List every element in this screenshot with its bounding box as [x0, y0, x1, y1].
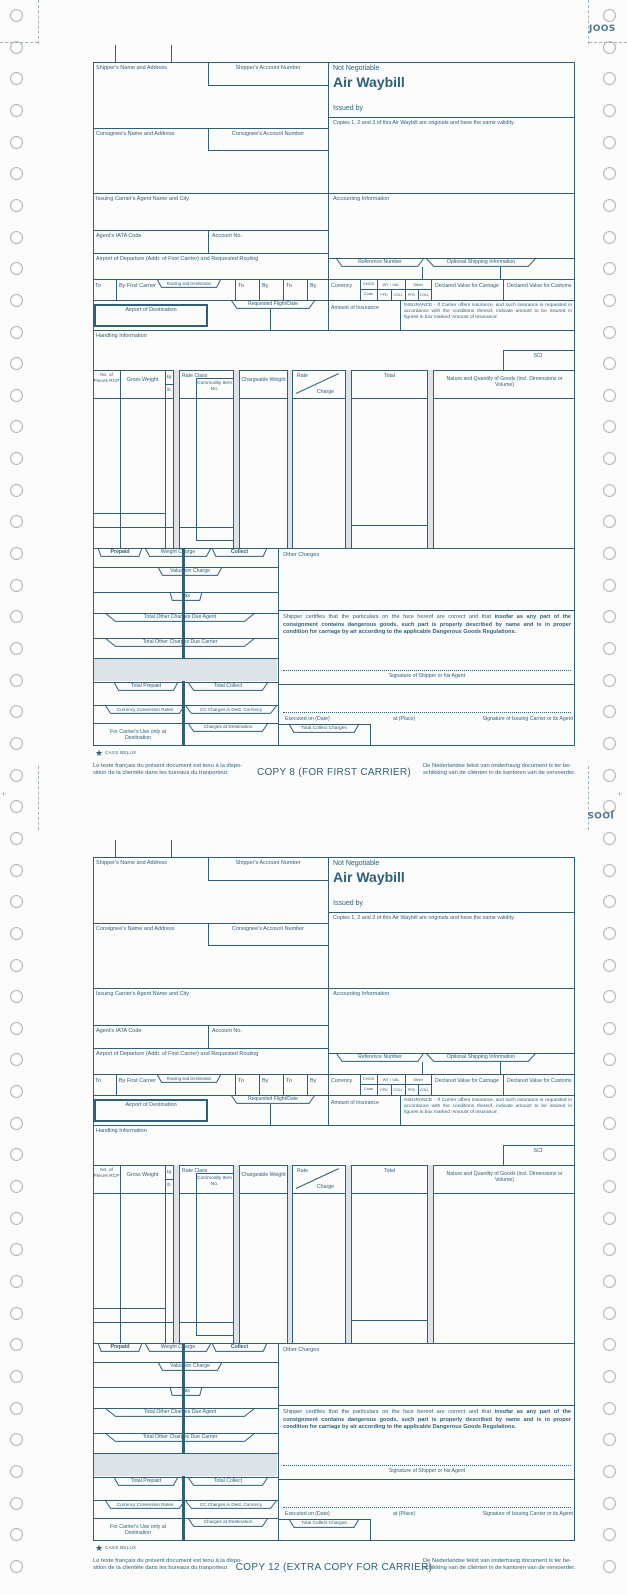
- by-label: By: [310, 1078, 317, 1084]
- column-separator-band: [233, 370, 240, 548]
- french-notice-line2: sition de la clientèle dans les bureaux du tranporteur.: [93, 770, 229, 776]
- collect-tab: Collect: [212, 548, 267, 557]
- chgs-code-label: Code: [363, 1086, 374, 1091]
- rule: [235, 279, 236, 300]
- total-header: Total: [384, 373, 395, 379]
- copies-note: Copies 1, 2 and 3 of this Air Waybill are originals and have the same validity.: [333, 120, 515, 126]
- column-separator-band: [345, 1165, 352, 1343]
- sheet-copy-8: [0, 0, 627, 795]
- rule: [116, 1074, 117, 1095]
- currency-conversion-tab: Currency Conversion Rates: [105, 705, 185, 714]
- coll-label: COLL: [419, 293, 430, 297]
- rule: [93, 1125, 575, 1126]
- cc-charges-tab: CC Charges in Dest. Currency: [185, 1500, 277, 1509]
- airport-departure-label: Airport of Departure (Addr. of First Carrier) and Requested Routing: [96, 1051, 259, 1057]
- rule: [352, 1320, 427, 1321]
- valuation-charge-tab: Valuation Charge: [158, 567, 222, 576]
- wtval-label: WT / VAL: [382, 1077, 400, 1082]
- currency-conversion-tab: Currency Conversion Rates: [105, 1500, 185, 1509]
- rule: [360, 1084, 431, 1085]
- rule: [328, 912, 575, 913]
- consignee-account-label: Consignee's Account Number: [231, 926, 305, 932]
- charges-destination-tab: Charges at Destination: [188, 723, 268, 732]
- airport-destination-label: Airport of Destination: [125, 1102, 177, 1108]
- rule: [196, 540, 233, 541]
- rate-class-header: Rate Class: [182, 1168, 208, 1174]
- shipper-name-label: Shipper's Name and Address: [96, 860, 168, 866]
- column-separator-band: [427, 1165, 434, 1343]
- total-collect-charges-tab: Total Collect Charges: [289, 1519, 359, 1528]
- to-label: To: [286, 1078, 292, 1084]
- copy-designation: COPY 12 (EXTRA COPY FOR CARRIER): [235, 1562, 433, 1573]
- rule: [93, 128, 328, 129]
- by-label: By: [262, 1078, 269, 1084]
- pieces-header: No. of Pieces RCP: [93, 373, 120, 384]
- rule: [278, 684, 575, 685]
- column-separator-band: [345, 370, 352, 548]
- shipper-account-label: Shipper's Account Number: [235, 860, 301, 866]
- rule: [431, 1074, 432, 1095]
- shaded-row: [94, 659, 277, 681]
- executed-on-label: Executed on (Date): [285, 1511, 330, 1517]
- charges-destination-tab: Charges at Destination: [188, 1518, 268, 1527]
- alignment-tick: [115, 840, 116, 857]
- rule: [165, 1179, 173, 1180]
- cass-belux-logo: [95, 1543, 136, 1553]
- coll-label: COLL: [393, 1088, 403, 1092]
- rule: [503, 1074, 504, 1095]
- alignment-tick: [171, 45, 172, 62]
- declared-value-carriage-label: Declared Value for Carriage: [435, 1078, 499, 1084]
- account-no-label: Account No.: [212, 1028, 242, 1034]
- coll-label: COLL: [393, 293, 403, 297]
- accounting-info-label: Accounting Information: [333, 196, 390, 202]
- charge-header: Charge: [317, 389, 335, 395]
- sheet-copy-12: [0, 795, 627, 1594]
- joos-printer-mark: JOOS: [587, 809, 614, 819]
- declared-value-customs-label: Declared Value for Customs: [507, 283, 572, 289]
- total-collect-tab: Total Collect: [188, 1477, 268, 1486]
- rule: [208, 85, 328, 86]
- prepaid-collect-divider: [182, 1343, 185, 1541]
- sci-label: SCI: [533, 1148, 543, 1154]
- rule: [259, 279, 260, 300]
- issuing-agent-label: Issuing Carrier's Agent Name and City: [96, 991, 190, 997]
- ppd-label: PPD: [380, 293, 388, 297]
- other-charges-label: Other Charges: [283, 1347, 320, 1353]
- cass-belux-text: CASS BELUX: [105, 750, 137, 755]
- carrier-use-label: For Carrier's Use only at Destination: [109, 1524, 167, 1537]
- dutch-notice-line1: De Nederlandse tekst van onderhavig document is ter be-: [423, 1558, 572, 1564]
- carrier-signature-label: Signature of Issuing Carrier or its Agent: [482, 716, 573, 722]
- chargeable-weight-header: Chargeable Weight: [241, 377, 286, 383]
- account-no-label: Account No.: [212, 233, 242, 239]
- requested-flight-tab: Requested Flight/Date: [231, 300, 315, 309]
- nature-goods-header: Nature and Quantity of Goods (incl. Dimensions or Volume): [446, 1171, 563, 1184]
- rule: [93, 1308, 165, 1309]
- rule: [93, 193, 575, 194]
- rule: [503, 350, 575, 351]
- commodity-header: Commodity Item No.: [197, 381, 232, 392]
- total-prepaid-tab: Total Prepaid: [114, 682, 178, 691]
- consignee-account-label: Consignee's Account Number: [231, 131, 305, 137]
- rule: [165, 370, 166, 548]
- ppd-label: PPD: [407, 293, 416, 297]
- other-charges-code-label: Other: [412, 282, 423, 287]
- cass-star-icon: ★: [95, 748, 104, 758]
- rate-class-header: Rate Class: [182, 373, 208, 379]
- rule: [422, 267, 423, 279]
- rule: [500, 267, 501, 279]
- carrier-use-label: For Carrier's Use only at Destination: [109, 729, 167, 742]
- commodity-header: Commodity Item No.: [197, 1176, 232, 1187]
- cass-belux-text: CASS BELUX: [105, 1545, 137, 1550]
- rule: [307, 279, 308, 300]
- other-charges-code-label: Other: [412, 1077, 423, 1082]
- rule: [400, 1095, 401, 1125]
- rate-header: Rate: [297, 1168, 308, 1174]
- copy-designation: COPY 8 (FOR FIRST CARRIER): [256, 767, 412, 778]
- rule: [278, 1405, 575, 1406]
- amount-insurance-label: Amount of Insurance: [331, 1100, 379, 1106]
- rule: [93, 253, 328, 254]
- rule: [278, 1479, 575, 1480]
- currency-label: Currency: [331, 283, 353, 289]
- due-carrier-tab: Total Other Charges Due Carrier: [105, 1433, 255, 1442]
- charge-header: Charge: [317, 1184, 335, 1190]
- pieces-header: No. of Pieces RCP: [93, 1168, 120, 1179]
- total-collect-charges-tab: Total Collect Charges: [289, 724, 359, 733]
- declared-value-customs-label: Declared Value for Customs: [507, 1078, 572, 1084]
- rule: [208, 230, 209, 253]
- rule: [500, 1062, 501, 1074]
- rule: [93, 300, 575, 301]
- rule: [93, 1025, 328, 1026]
- rule: [278, 1343, 279, 1541]
- rule: [93, 1095, 575, 1096]
- prepaid-tab: Prepaid: [98, 548, 142, 557]
- rule: [283, 279, 284, 300]
- currency-label: Currency: [331, 1078, 353, 1084]
- not-negotiable-label: Not Negotiable: [333, 65, 380, 72]
- issuing-agent-label: Issuing Carrier's Agent Name and City: [96, 196, 190, 202]
- rate-header: Rate: [297, 373, 308, 379]
- rule: [93, 330, 575, 331]
- french-notice-line1: Le texte français du présent document est tenu à la dispo-: [93, 1558, 243, 1564]
- rule: [278, 548, 279, 746]
- routing-destination-tab: Routing and Destination: [157, 279, 221, 288]
- rule: [283, 1074, 284, 1095]
- rule: [165, 384, 173, 385]
- column-separator-band: [287, 1165, 293, 1343]
- chgs-label: CHGS: [362, 281, 375, 286]
- shipper-signature-label: Signature of Shipper or his Agent: [388, 1468, 466, 1474]
- rule: [328, 62, 329, 330]
- rule: [235, 1074, 236, 1095]
- rule: [93, 923, 328, 924]
- rule: [120, 370, 121, 548]
- agent-iata-label: Agent's IATA Code: [96, 233, 142, 239]
- rule: [270, 1104, 271, 1125]
- accounting-info-label: Accounting Information: [333, 991, 390, 997]
- rule: [503, 279, 504, 300]
- shipper-signature-label: Signature of Shipper or his Agent: [388, 673, 466, 679]
- kg-header: kg: [166, 374, 172, 379]
- weight-charge-tab: Weight Charge: [145, 1343, 211, 1352]
- rule: [93, 527, 233, 528]
- form-title: Air Waybill: [333, 74, 405, 90]
- rule: [422, 1062, 423, 1074]
- shipper-signature-line: [283, 1465, 571, 1466]
- collect-tab: Collect: [212, 1343, 267, 1352]
- rule: [196, 1173, 197, 1335]
- alignment-tick: [171, 840, 172, 857]
- air-waybill-form: [93, 62, 575, 784]
- shaded-row: [94, 1454, 277, 1476]
- joos-printer-mark: JOOS: [589, 24, 616, 34]
- shipper-certification: Shipper certifies that the particulars on the face hereof are correct and that insofar as any part of the consignment contains dangerous goods, such part is properly described by name and is in proper condition for carriage by air according to the applicable Dangerous Goods Regulations.: [283, 1409, 571, 1430]
- ppd-label: PPD: [407, 1088, 416, 1092]
- shipper-name-label: Shipper's Name and Address: [96, 65, 168, 71]
- not-negotiable-label: Not Negotiable: [333, 860, 380, 867]
- dutch-notice-line2: schikking van de cliënten in de kantoren van de vervoerder.: [423, 1565, 576, 1571]
- rule: [270, 309, 271, 330]
- dutch-notice-line1: De Nederlandse tekst van onderhavig document is ter be-: [423, 763, 572, 769]
- shipper-signature-line: [283, 670, 571, 671]
- rule: [400, 300, 401, 330]
- reference-number-tab: Reference Number: [336, 1053, 424, 1062]
- at-place-label: at (Place): [393, 1511, 416, 1517]
- airport-destination-label: Airport of Destination: [125, 307, 177, 313]
- rule: [328, 117, 575, 118]
- coll-label: COLL: [419, 1088, 430, 1092]
- nature-goods-header: Nature and Quantity of Goods (incl. Dimensions or Volume): [446, 376, 563, 389]
- french-notice-line1: Le texte français du présent document est tenu à la dispo-: [93, 763, 243, 769]
- executed-on-label: Executed on (Date): [285, 716, 330, 722]
- french-notice-line2: sition de la clientèle dans les bureaux du tranporteur.: [93, 1565, 229, 1571]
- kg-header: kg: [166, 1169, 172, 1174]
- alignment-tick: [115, 45, 116, 62]
- ppd-label: PPD: [380, 1088, 388, 1092]
- gross-weight-header: Gross Weight: [126, 1172, 159, 1178]
- rule: [93, 1048, 328, 1049]
- form-title: Air Waybill: [333, 869, 405, 885]
- cass-star-icon: ★: [95, 1543, 104, 1553]
- tax-tab: Tax: [170, 1387, 202, 1396]
- rule: [360, 289, 431, 290]
- tax-tab: Tax: [170, 592, 202, 601]
- to-label: To: [238, 1078, 244, 1084]
- consignee-name-label: Consignee's Name and Address: [96, 926, 175, 932]
- chargeable-weight-header: Chargeable Weight: [241, 1172, 286, 1178]
- rule: [93, 1322, 233, 1323]
- due-agent-tab: Total Other Charges Due Agent: [105, 1408, 255, 1417]
- copies-note: Copies 1, 2 and 3 of this Air Waybill are originals and have the same validity.: [333, 915, 515, 921]
- requested-flight-tab: Requested Flight/Date: [231, 1095, 315, 1104]
- rule: [307, 1074, 308, 1095]
- insurance-note: INSURANCE - If Carrier offers insurance, and such insurance is requested in accordance with the conditions thereof, indicate amount to be insured in figures in box marked 'Amount of Insurance'.: [404, 1098, 572, 1116]
- airport-departure-label: Airport of Departure (Addr. of First Carrier) and Requested Routing: [96, 256, 259, 262]
- lb-header: lb: [167, 1182, 171, 1187]
- consignee-name-label: Consignee's Name and Address: [96, 131, 175, 137]
- rule: [93, 513, 165, 514]
- due-carrier-tab: Total Other Charges Due Carrier: [105, 638, 255, 647]
- to-label: To: [286, 283, 292, 289]
- routing-destination-tab: Routing and Destination: [157, 1074, 221, 1083]
- rule: [328, 857, 329, 1125]
- insurance-note: INSURANCE - If Carrier offers insurance, and such insurance is requested in accordance with the conditions thereof, indicate amount to be insured in figures in box marked 'Amount of Insurance'.: [404, 303, 572, 321]
- weight-charge-tab: Weight Charge: [145, 548, 211, 557]
- carrier-signature-line: [283, 1507, 571, 1508]
- rule: [196, 1335, 233, 1336]
- carrier-signature-line: [283, 712, 571, 713]
- rule: [431, 279, 432, 300]
- rule: [208, 1025, 209, 1048]
- sci-label: SCI: [533, 353, 543, 359]
- shipper-account-label: Shipper's Account Number: [235, 65, 301, 71]
- rule: [370, 724, 371, 746]
- optional-shipping-tab: Optional Shipping Information: [426, 1053, 536, 1062]
- rule: [116, 279, 117, 300]
- reference-number-tab: Reference Number: [336, 258, 424, 267]
- cc-charges-tab: CC Charges in Dest. Currency: [185, 705, 277, 714]
- to-label: To: [95, 1078, 101, 1084]
- total-prepaid-tab: Total Prepaid: [114, 1477, 178, 1486]
- column-separator-band: [173, 370, 180, 548]
- to-label: To: [238, 283, 244, 289]
- valuation-charge-tab: Valuation Charge: [158, 1362, 222, 1371]
- prepaid-collect-divider: [182, 548, 185, 746]
- dutch-notice-line2: schikking van de cliënten in de kantoren van de vervoerder.: [423, 770, 576, 776]
- chgs-label: CHGS: [362, 1076, 375, 1081]
- rule: [370, 1519, 371, 1541]
- prepaid-tab: Prepaid: [98, 1343, 142, 1352]
- column-separator-band: [233, 1165, 240, 1343]
- cut-cross-mark: +: [1, 789, 7, 799]
- rule: [93, 230, 328, 231]
- rule: [120, 1165, 121, 1343]
- amount-insurance-label: Amount of Insurance: [331, 305, 379, 311]
- rule: [352, 525, 427, 526]
- optional-shipping-tab: Optional Shipping Information: [426, 258, 536, 267]
- total-header: Total: [384, 1168, 395, 1174]
- lb-header: lb: [167, 387, 171, 392]
- gross-weight-header: Gross Weight: [126, 377, 159, 383]
- column-separator-band: [287, 370, 293, 548]
- rule: [278, 610, 575, 611]
- total-collect-tab: Total Collect: [188, 682, 268, 691]
- cass-belux-logo: [95, 748, 136, 758]
- rule: [208, 150, 328, 151]
- handling-info-label: Handling Information: [96, 333, 147, 339]
- to-label: To: [95, 283, 101, 289]
- column-separator-band: [427, 370, 434, 548]
- by-first-carrier-label: By First Carrier: [119, 283, 156, 289]
- rule: [93, 988, 575, 989]
- rule: [208, 880, 328, 881]
- wtval-label: WT / VAL: [382, 282, 400, 287]
- due-agent-tab: Total Other Charges Due Agent: [105, 613, 255, 622]
- other-charges-label: Other Charges: [283, 552, 320, 558]
- rule: [196, 378, 197, 540]
- agent-iata-label: Agent's IATA Code: [96, 1028, 142, 1034]
- issued-by-label: Issued by: [333, 105, 363, 112]
- cut-cross-mark: +: [617, 789, 623, 799]
- air-waybill-form: [93, 857, 575, 1579]
- issued-by-label: Issued by: [333, 900, 363, 907]
- at-place-label: at (Place): [393, 716, 416, 722]
- by-first-carrier-label: By First Carrier: [119, 1078, 156, 1084]
- declared-value-carriage-label: Declared Value for Carriage: [435, 283, 499, 289]
- rule: [208, 945, 328, 946]
- rule: [165, 1165, 166, 1343]
- handling-info-label: Handling Information: [96, 1128, 147, 1134]
- by-label: By: [262, 283, 269, 289]
- shipper-certification: Shipper certifies that the particulars on the face hereof are correct and that insofar as any part of the consignment contains dangerous goods, such part is properly described by name and is in proper condition for carriage by air according to the applicable Dangerous Goods Regulations.: [283, 614, 571, 635]
- column-separator-band: [173, 1165, 180, 1343]
- by-label: By: [310, 283, 317, 289]
- rule: [259, 1074, 260, 1095]
- chgs-code-label: Code: [363, 291, 374, 296]
- carrier-signature-label: Signature of Issuing Carrier or its Agent: [482, 1511, 573, 1517]
- rule: [503, 1145, 575, 1146]
